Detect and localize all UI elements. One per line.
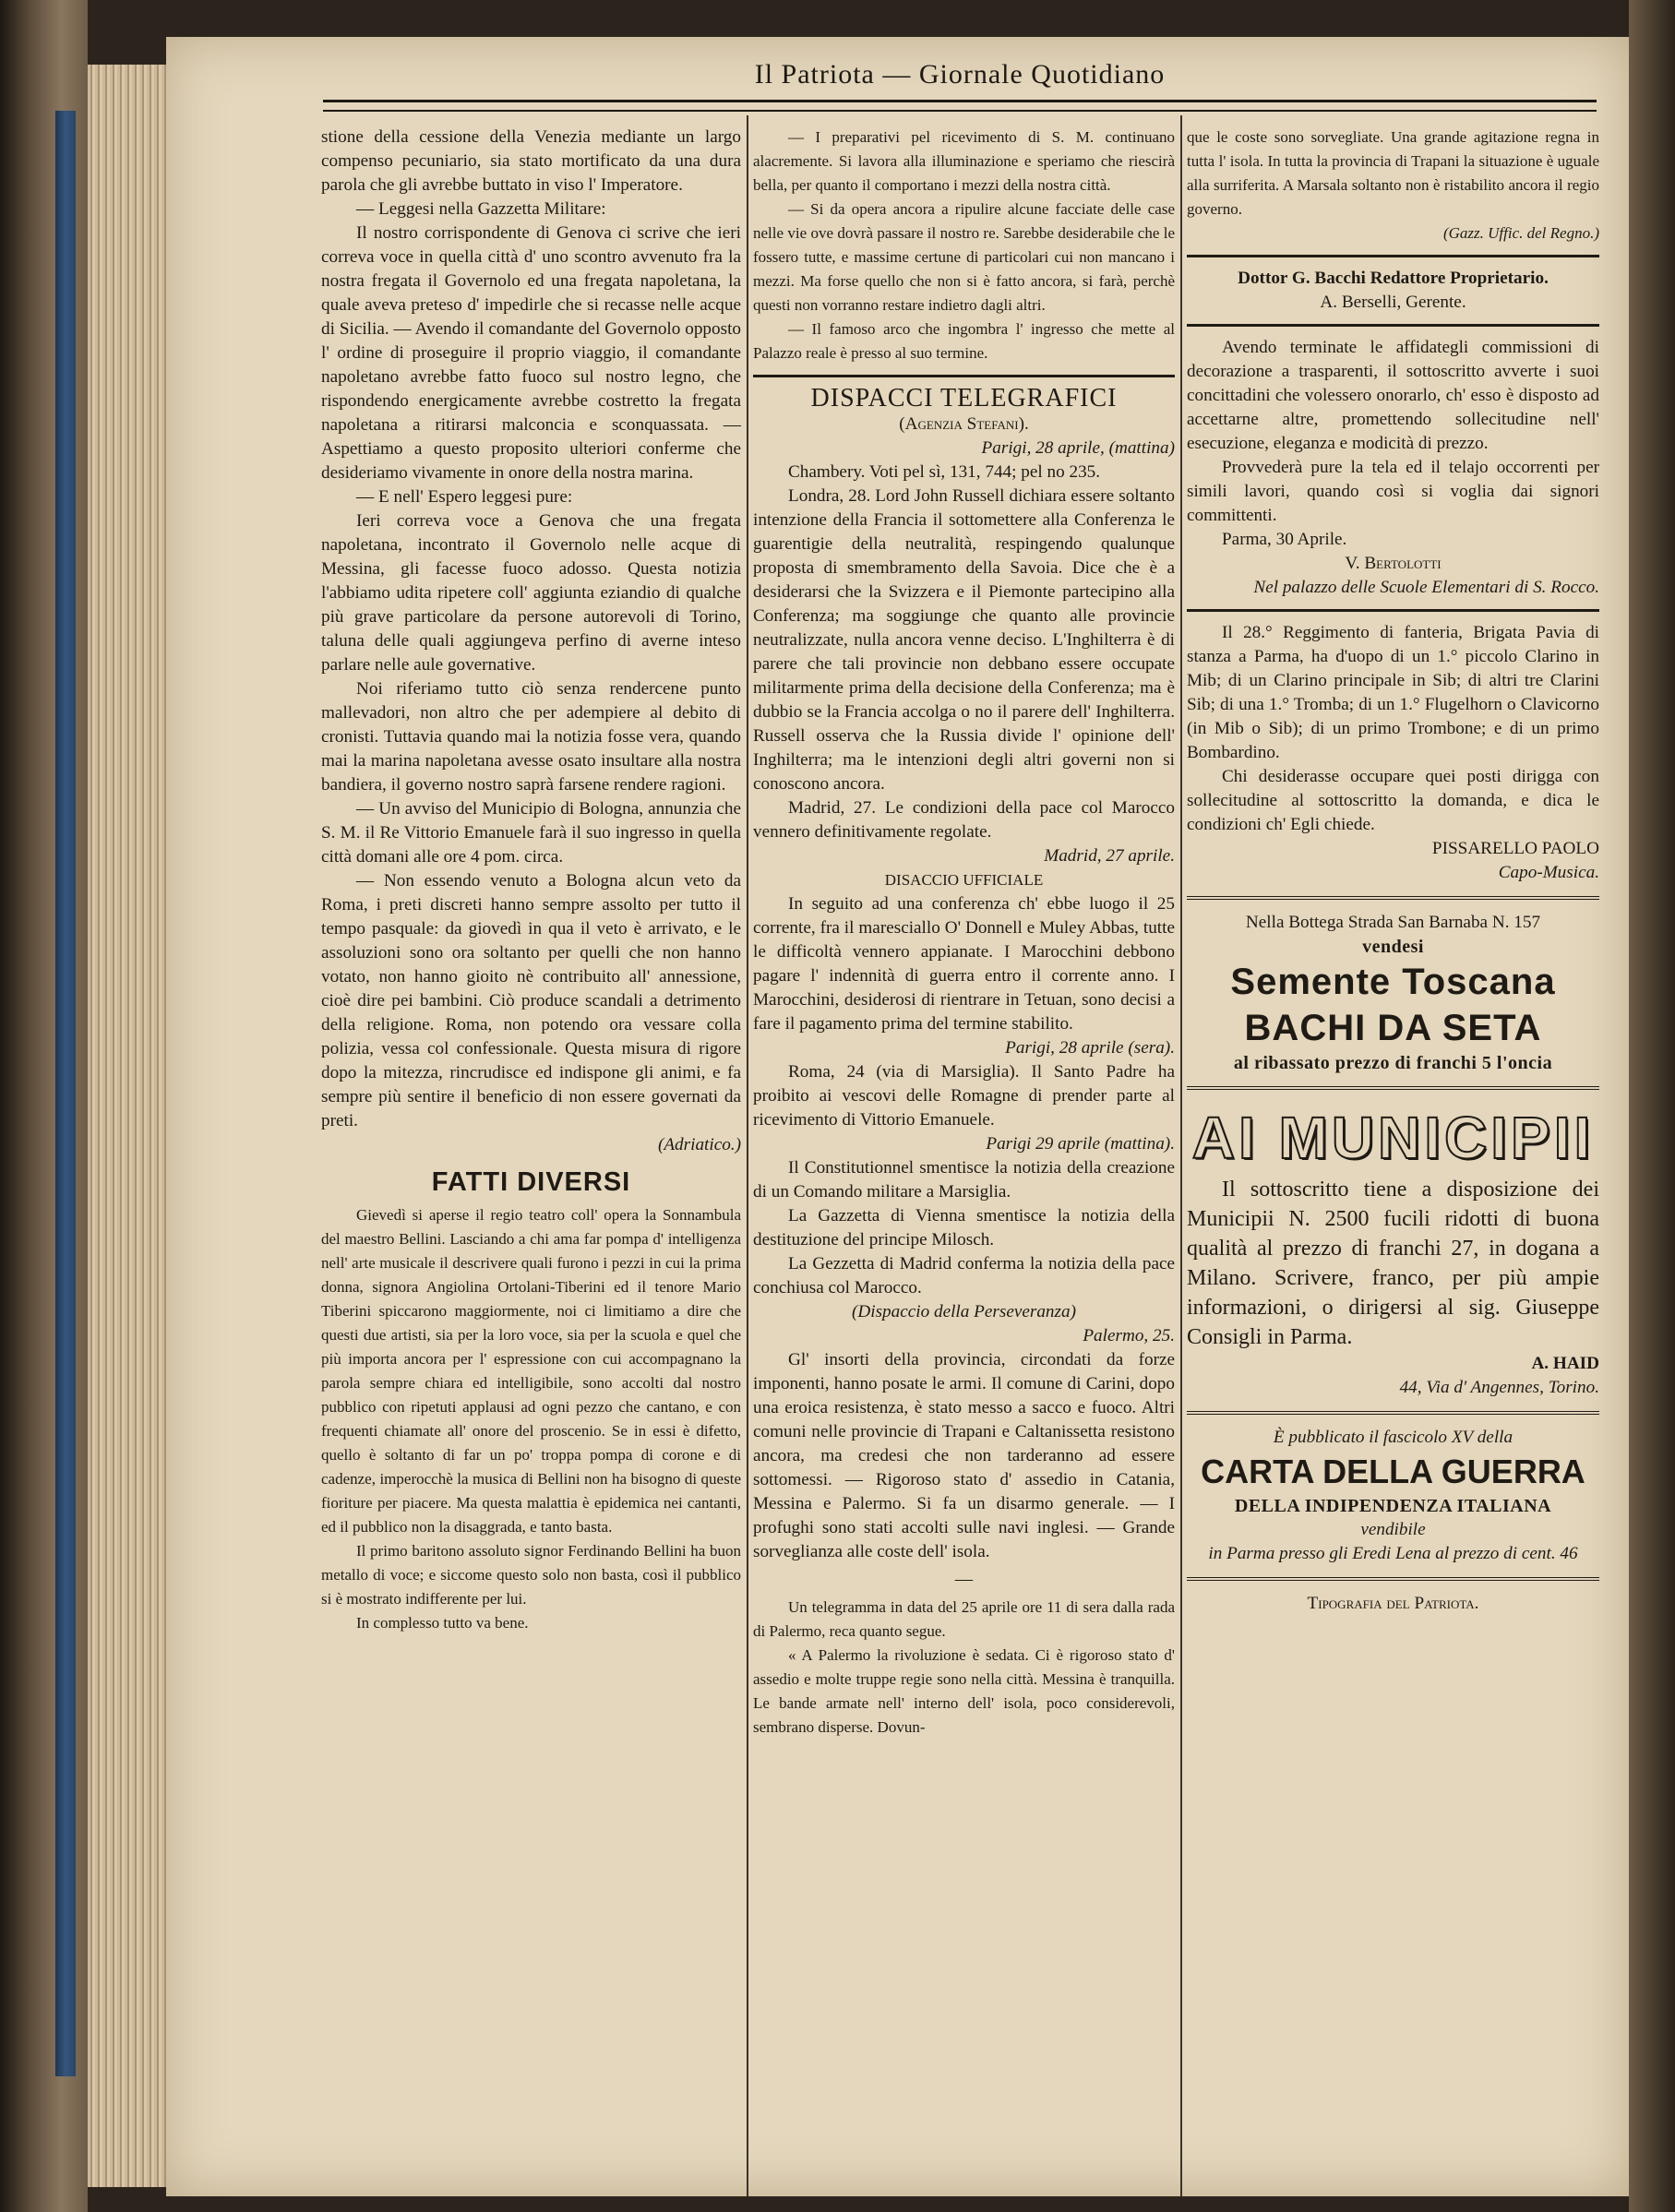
page-edge-shadow [1629,0,1675,2212]
ad-intro: È pubblicato il fascicolo XV della [1273,1428,1513,1447]
newspaper-page [166,37,1629,2196]
column-3 [1187,126,1599,1616]
dispatch-paragraph: « A Palermo la rivoluzione è sedata. Ci è rigoroso stato d' assedio e molte truppe regie sono nella città. Messina è tranquilla. Le bande armate nell' interno dell' isola, poco considerevoli, sembrano disperse. Dovun- [753,1646,1175,1736]
column-divider-2 [1180,115,1182,2196]
ad-paragraph: Parma, 30 Aprile. [1222,530,1347,549]
article-paragraph: — Un avviso del Municipio di Bologna, annunzia che S. M. il Re Vittorio Emanuele farà il suo ingresso in quella città domani alle ore 4 pom. circa. [321,799,741,867]
section-rule [1187,255,1599,257]
dateline: Madrid, 27 aprile. [1044,846,1175,866]
source-credit: (Dispaccio della Perseveranza) [852,1302,1076,1321]
column-1 [321,126,741,1635]
ad-address: 44, Via d' Angennes, Torino. [1399,1378,1599,1397]
source-credit: (Gazz. Uffic. del Regno.) [1442,224,1599,242]
ad-address: in Parma presso gli Eredi Lena al prezzo di cent. 46 [1208,1544,1578,1563]
ad-signature: A. HAID [1531,1354,1599,1373]
masthead: Il Patriota — Giornale Quotidiano [754,59,1166,90]
article-paragraph: — Si da opera ancora a ripulire alcune facciate delle case nelle vie ove dovrà passare il nostro re. Sarebbe desiderabile che le fossero tutte, e massime certune di particolari cui non mancano i mezzi. Ma forse quello che non si è fatto ancora, si farà, perchè questi non vorranno restare indietro dagli altri. [753,200,1175,314]
dispatch-paragraph: Il Constitutionnel smentisce la notizia della creazione di un Comando militare a Marsiglia. [753,1158,1175,1202]
dispatch-paragraph: La Gezzetta di Madrid conferma la notizia della pace conchiusa col Marocco. [753,1254,1175,1297]
dispatch-paragraph: In seguito ad una conferenza ch' ebbe luogo il 25 corrente, fra il maresciallo O' Donnell e Muley Abbas, tutte le difficoltà vennero appianate. I Marocchini debbono pagare l' indennità di guerra entro il corrente anno. I Marocchini, desiderosi di rientrare in Tetuan, sono decisi a fare il pagamento prima del termine stabilito. [753,894,1175,1034]
ad-paragraph: Il 28.° Reggimento di fanteria, Brigata Pavia di stanza a Parma, ha d'uopo di un 1.° piccolo Clarino in Mib; di un Clarino principale in Sib; di altri tre Clarini Sib; di una 1.° Tromba; di un 1.° Flugelhorn o Clavicorno (in Mib o Sib); di un primo Trombone; e di un primo Bombardino. [1187,623,1599,762]
ad-price: al ribassato prezzo di franchi 5 l'oncia [1233,1053,1553,1073]
article-paragraph: Il nostro corrispondente di Genova ci scrive che ieri correva voce in quella città d' uno scontro avvenuto fra la nostra fregata il Governolo ed una fregata napoletana, la quale aveva preteso d' impedirle che si recasse nelle acque di Sicilia. — Avendo il comandante del Governolo opposto l' ordine di proseguire il proprio viaggio, il comandante napoletano avrebbe fatto fuoco sul nostro legno, che rispondendo energicamente avrebbe costretto la fregata napoletana a ritirarsi malconcia e sconquassata. — Aspettiamo a questo proposito ulteriori conferme che desideriamo vivamente in onore della nostra marina. [321,223,741,483]
editor-line: Dottor G. Bacchi Redattore Proprietario. [1238,269,1549,288]
ad-paragraph: Il sottoscritto tiene a disposizione dei Municipii N. 2500 fucili ridotti di buona qualità al prezzo di franchi 27, in dogana a Milano. Scrivere, franco, per più ampie informazioni, o dirigersi al sig. Giuseppe Consigli in Parma. [1187,1178,1599,1349]
section-title: FATTI DIVERSI [431,1167,631,1197]
section-rule [1187,1411,1599,1415]
section-subtitle: (Agenzia Stefani). [899,414,1029,434]
dispatch-paragraph: La Gazzetta di Vienna smentisce la notizia della destituzione del principe Milosch. [753,1206,1175,1249]
ad-paragraph: Chi desiderasse occupare quei posti dirigga con sollecitudine al sottoscritto la domanda, e dica le condizioni ch' Egli chiede. [1187,767,1599,834]
section-rule [1187,609,1599,612]
column-2 [753,126,1175,1740]
article-paragraph: Il primo baritono assoluto signor Ferdinando Bellini ha buon metallo di voce; e siccome questo solo non basta, così il pubblico si è mostrato indifferente per lui. [321,1542,741,1608]
source-credit: (Adriatico.) [657,1135,741,1154]
dispatch-paragraph: Madrid, 27. Le condizioni della pace col Marocco vennero definitivamente regolate. [753,798,1175,842]
dispatch-paragraph: Roma, 24 (via di Marsiglia). Il Santo Padre ha proibito ai vescovi delle Romagne di prender parte al ricevimento di Vittorio Emanuele. [753,1062,1175,1130]
article-paragraph: Ieri correva voce a Genova che una fregata napoletana, incontrato il Governolo nelle acque di Messina, gli facesse fuoco adosso. Questa notizia l'abbiamo udita ripetere coll' aggiunta eziandio di qualche più grave particolare da persone autorevoli di Torino, taluna delle quali aggiungeva perfino di averne inteso parlare nelle aule governative. [321,511,741,675]
ad-headline: Semente Toscana [1230,962,1556,1002]
dateline: Parigi, 28 aprile (sera). [1005,1038,1175,1058]
article-paragraph: — Il famoso arco che ingombra l' ingresso che mette al Palazzo reale è presso al suo termine. [753,320,1175,362]
article-paragraph: — I preparativi pel ricevimento di S. M. continuano alacremente. Si lavora alla illuminazione e speriamo che riescirà bella, per quanto il comportano i mezzi della nostra città. [753,128,1175,194]
ad-address: Nella Bottega Strada San Barnaba N. 157 [1245,913,1541,932]
ad-headline: BACHI DA SETA [1244,1008,1542,1048]
article-paragraph: Noi riferiamo tutto ciò senza rendercene punto mallevadori, non altro che per adempiere al debito di cronisti. Tuttavia quando mai la notizia fosse vera, quando mai la marina napoletana avesse osato insultare alla nostra bandiera, il governo nostro saprà farsene rendere ragioni. [321,679,741,795]
article-paragraph: — Leggesi nella Gazzetta Militare: [356,199,606,219]
masthead-rule [323,100,1597,112]
ad-keyword: vendibile [1360,1520,1426,1539]
article-paragraph: — Non essendo venuto a Bologna alcun veto da Roma, i preti discreti hanno sempre assolto per tutto il tempo pasquale: da giovedì in qua il veto è arrivato, e le assoluzioni sono ora soltanto per quelli che non hanno votato, non hanno gioito nè contribuito all' annessione, cioè dire pei bambini. Ciò produce scandali a detrimento della religione. Roma, non potendo ora vessare colla polizia, vessa col confessionale. Questa misura di rigore dopo la mitezza, rincrudisce ed indispone gli animi, e fa sempre più sentire il beneficio di non essere governati da preti. [321,871,741,1130]
ad-role: Capo-Musica. [1498,863,1599,882]
printer-line: Tipografia del Patriota. [1307,1594,1479,1613]
separator-dash: — [954,1570,974,1589]
article-paragraph: In complesso tutto va bene. [356,1614,529,1632]
section-rule [1187,324,1599,327]
article-paragraph: — E nell' Espero leggesi pure: [356,487,573,507]
ad-signature: V. Bertolotti [1345,554,1442,573]
section-rule [1187,896,1599,900]
article-paragraph: Gievedì si aperse il regio teatro coll' opera la Sonnambula del maestro Bellini. Lasciando a chi ama far pompa d' intelligenza nell' arte musicale il descrivere quali furono i pezzi in cui la prima donna, signora Angiolina Ortolani-Tiberini ed il tenore Mario Tiberini spiccarono maggiormente, noi ci limitiamo a dire che questi due artisti, sia per la loro voce, sia per la scuola e quel che più importa ancora per l' espressione con cui accompagnano la parola sempre chiara ed intelligibile, sono accolti dal nostro pubblico con ripetuti applausi ad ogni pezzo che cantano, e con frequenti chiamate all' onore del proscenio. Se in essi è difetto, quello è soltanto di far un po' troppa pompa di corone e di cadenze, imperocchè la musica di Bellini non ha bisogno di queste fioriture per piacere. Ma questa malattia è epidemica nei cantanti, ed il pubblico non la disaggrada, e tanto basta. [321,1206,741,1536]
binding-cloth [55,111,76,2076]
dispatch-paragraph: Un telegramma in data del 25 aprile ore 11 di sera dalla rada di Palermo, reca quanto segue. [753,1598,1175,1640]
ad-signature: PISSARELLO PAOLO [1431,839,1599,858]
column-divider-1 [747,115,748,2196]
ad-address: Nel palazzo delle Scuole Elementari di S. Rocco. [1253,578,1599,597]
ad-headline: CARTA DELLA GUERRA [1201,1453,1585,1490]
article-paragraph: que le coste sono sorvegliate. Una grande agitazione regna in tutta l' isola. In tutta la provincia di Trapani la situazione è uguale alla surriferita. A Marsala soltanto non è ristabilito ancora il regio governo. [1187,128,1599,218]
dateline: Parigi, 28 aprile, (mattina) [981,438,1175,458]
ad-subheadline: DELLA INDIPENDENZA ITALIANA [1234,1496,1552,1516]
dispatch-subhead: DISACCIO UFFICIALE [884,871,1044,889]
dispatch-paragraph: Gl' insorti della provincia, circondati da forze imponenti, hanno posate le armi. Il comune di Carini, dopo una eroica resistenza, è stato messo a sacco e fuoco. Altri comuni nelle provincie di Trapani e Caltanissetta resistono ancora, ma credesi che non tarderanno ad essere sottomessi. — Rigoroso stato d' assedio in Catania, Messina e Palermo. Si fa un disarmo generale. — I profughi sono stati accolti sulle navi inglesi. — Grande sorveglianza alle coste dell' isola. [753,1350,1175,1561]
section-rule [1187,1577,1599,1581]
article-paragraph: stione della cessione della Venezia mediante un largo compenso pecuniario, sia stato mortificato da una dura parola che gli avrebbe buttato in viso l' Imperatore. [321,127,741,195]
ad-paragraph: Provvederà pure la tela ed il telajo occorrenti per simili lavori, quando così si voglia dai signori committenti. [1187,458,1599,525]
editor-line: A. Berselli, Gerente. [1320,293,1466,312]
dateline: Parigi 29 aprile (mattina). [986,1134,1175,1154]
section-rule [753,375,1175,377]
ad-paragraph: Avendo terminate le affidategli commissioni di decorazione a trasparenti, il sottoscritto avverte i suoi concittadini che volessero onorarlo, ch' esso è disposto ad accettarne altre, promettendo sollecitudine nell' esecuzione, eleganza e modicità di prezzo. [1187,338,1599,453]
dateline: Palermo, 25. [1083,1326,1175,1345]
section-title: DISPACCI TELEGRAFICI [810,384,1118,413]
ad-keyword: vendesi [1362,937,1424,957]
dispatch-paragraph: Londra, 28. Lord John Russell dichiara essere soltanto intenzione della Francia il sottomettere alla Conferenza le guarentigie della neutralità, respingendo qualunque proposta di smembramento della Savoia. Dice che è a desiderarsi che la Svizzera e il Piemonte partecipino alla Conferenza; ma soggiunge che quanto alle provincie neutralizzate, nulla ancora venne deciso. L'Inghilterra è di parere che tali provincie non debbano essere occupate militarmente prima della decisione della Conferenza; ma è dubbio se la Francia accolga o no il parere dell' Inghilterra. Russell osserva che la Russia divide l' opinione dell' Inghilterra; ma le intenzioni degli altri governi non si conoscono ancora. [753,486,1175,794]
ad-headline-large: AI MUNICIPII [1191,1105,1595,1171]
section-rule [1187,1086,1599,1090]
dispatch-paragraph: Chambery. Voti pel sì, 131, 744; pel no 235. [788,462,1101,482]
